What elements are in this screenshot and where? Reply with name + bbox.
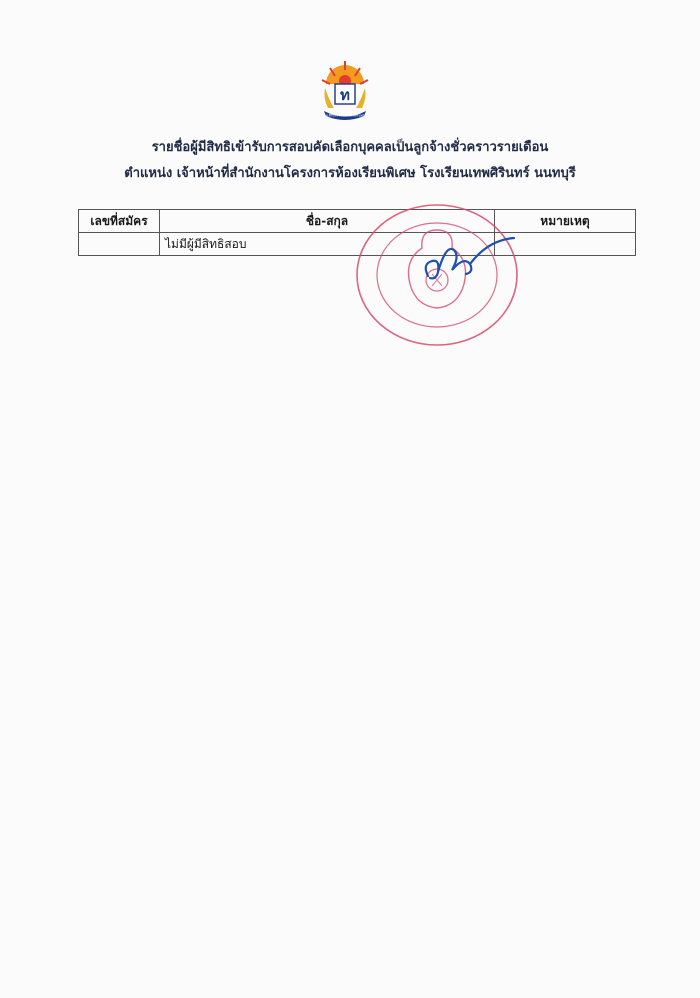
signature-icon — [410, 228, 520, 288]
column-header-full-name: ชื่อ-สกุล — [160, 210, 495, 233]
document-title-line-1: รายชื่อผู้มีสิทธิเข้ารับการสอบคัดเลือกบุคคลเป็นลูกจ้างชั่วคราวรายเดือน — [151, 140, 549, 155]
column-header-remarks: หมายเหตุ — [495, 210, 636, 233]
document-title-line-2: ตำแหน่ง เจ้าหน้าที่สำนักงานโครงการห้องเรียนพิเศษ โรงเรียนเทพศิรินทร์ นนทบุรี — [124, 166, 576, 181]
cell-application-number — [79, 233, 160, 256]
svg-text:ท.ศิรินทร์ โรงเรียนเทพศิรินทร์: ท.ศิรินทร์ โรงเรียนเทพศิรินทร์ — [325, 113, 365, 118]
column-header-application-number: เลขที่สมัคร — [79, 210, 160, 233]
school-logo-icon — [312, 58, 378, 124]
cell-full-name: ไม่มีผู้มีสิทธิสอบ — [160, 233, 495, 256]
svg-text:ท: ท — [340, 86, 350, 104]
